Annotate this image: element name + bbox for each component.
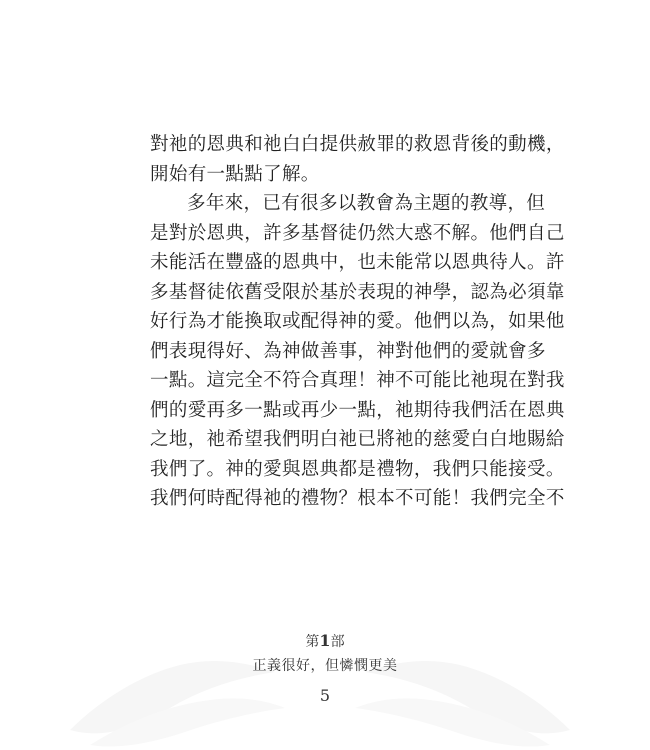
part-number: 1 xyxy=(319,631,331,650)
text-line: 我們何時配得祂的禮物？根本不可能！我們完全不 xyxy=(150,488,565,509)
text-line: 們表現得好、為神做善事，神對他們的愛就會多 xyxy=(150,340,546,362)
text-line: 好行為才能換取或配得神的愛。他們以為，如果他 xyxy=(150,311,565,332)
part-title: 正義很好，但憐憫更美 xyxy=(252,658,398,674)
text-line: 我們了。神的愛與恩典都是禮物，我們只能接受。 xyxy=(150,458,565,480)
text-line: 們的愛再多一點或再少一點，祂期待我們活在恩典 xyxy=(150,399,565,421)
text-line: 多基督徒依舊受限於基於表現的神學，認為必須靠 xyxy=(150,281,565,303)
part-suffix: 部 xyxy=(330,634,345,650)
text-line: 之地，祂希望我們明白祂已將祂的慈愛白白地賜給 xyxy=(150,429,565,450)
text-line: 未能活在豐盛的恩典中，也未能常以恩典待人。許 xyxy=(150,252,565,273)
part-label xyxy=(0,631,650,651)
text-line: 一點。這完全不符合真理！神不可能比祂現在對我 xyxy=(150,370,565,391)
body-text xyxy=(150,130,565,514)
text-line: 開始有一點點了解。 xyxy=(150,163,320,185)
text-line: 對祂的恩典和祂白白提供赦罪的救恩背後的動機， xyxy=(150,134,565,155)
paragraph-start-line: 多年來，已有很多以教會為主題的教導，但 xyxy=(187,193,546,214)
page-number: 5 xyxy=(319,686,331,705)
text-line: 是對於恩典，許多基督徒仍然大惑不解。他們自己 xyxy=(150,222,565,244)
part-prefix: 第 xyxy=(305,634,320,650)
